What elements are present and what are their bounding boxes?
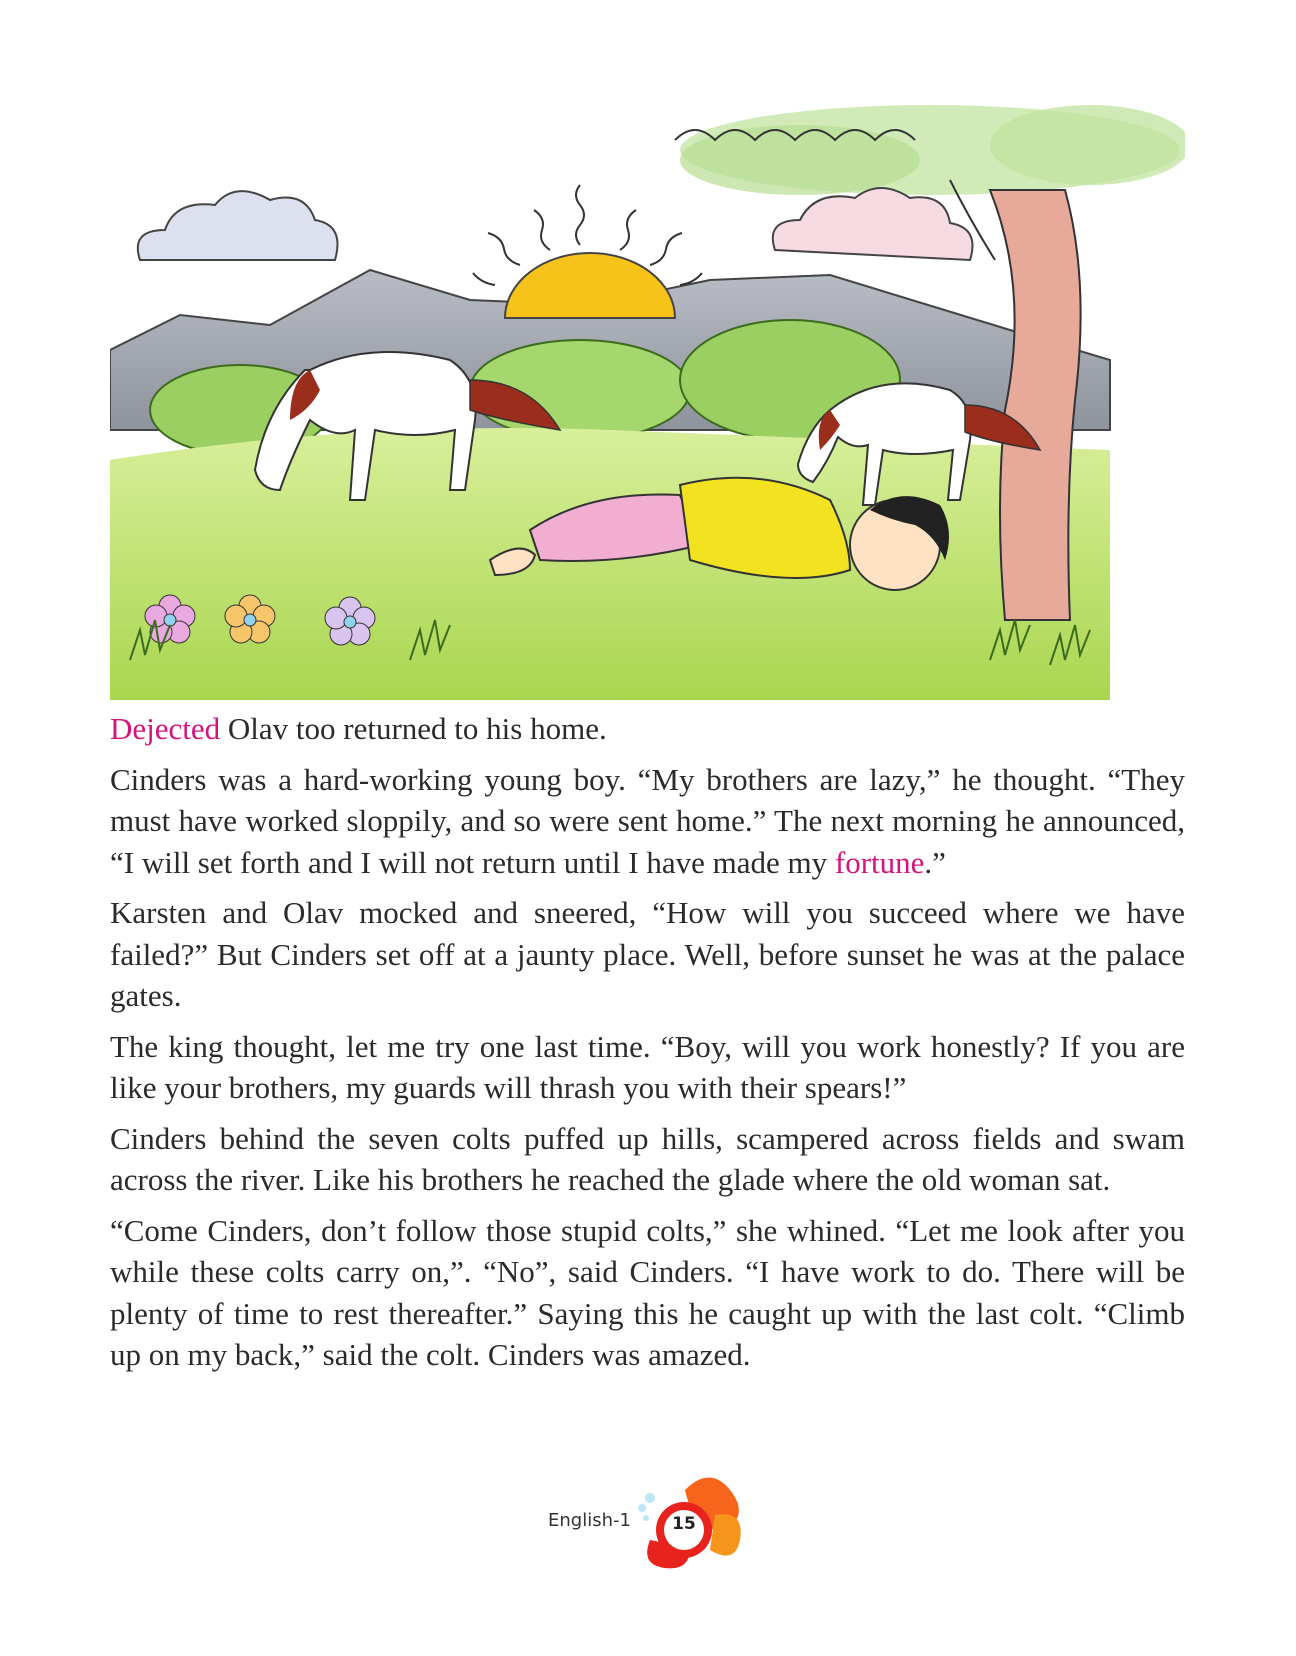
paragraph bbox=[110, 708, 1185, 750]
text-run: Cinders was a hard-working young boy. “My brothers are lazy,” he thought. “They must have worked sloppily, and so were sent home.” The next morning he announced, “I will set forth and I will not return until I have made my bbox=[110, 761, 1185, 880]
paragraph bbox=[110, 892, 1185, 1017]
text-run: Cinders behind the seven colts puffed up hills, scampered across fields and swam across the river. Like his brothers he reached the glade where the old woman sat. bbox=[110, 1120, 1185, 1197]
text-run: The king thought, let me try one last time. “Boy, will you work honestly? If you are like your brothers, my guards will thrash you with their spears!” bbox=[110, 1028, 1185, 1105]
story-illustration-svg bbox=[110, 100, 1185, 700]
paragraph bbox=[110, 1026, 1185, 1109]
story-text bbox=[110, 708, 1185, 1385]
cloud-right bbox=[773, 188, 973, 260]
text-run: .” bbox=[924, 844, 946, 880]
highlighted-word: Dejected bbox=[110, 711, 221, 746]
cloud-left bbox=[138, 191, 338, 260]
highlighted-word: fortune bbox=[834, 844, 925, 880]
sun bbox=[473, 185, 702, 318]
book-label: English-1 bbox=[548, 1510, 631, 1531]
paragraph bbox=[110, 1210, 1185, 1376]
paragraph bbox=[110, 759, 1185, 884]
tree-canopy bbox=[675, 105, 1185, 195]
text-run: “Come Cinders, don’t follow those stupid colts,” she whined. “Let me look after you while these colts carry on,”. “No”, said Cinders. “I have work to do. There will be plenty of time to rest thereafter.” Saying this he caught up with the last colt. “Climb up on my back,” said the colt. Cinders was amazed. bbox=[110, 1212, 1185, 1372]
paragraph bbox=[110, 1118, 1185, 1201]
story-illustration bbox=[110, 100, 1185, 700]
flowers bbox=[145, 595, 375, 645]
page-number: 15 bbox=[672, 1514, 696, 1534]
page-footer bbox=[548, 1470, 748, 1570]
text-run: Karsten and Olav mocked and sneered, “How will you succeed where we have failed?” But Cinders set off at a jaunty place. Well, before sunset he was at the palace gates. bbox=[110, 895, 1185, 1013]
text-run: Olav too returned to his home. bbox=[220, 711, 607, 746]
